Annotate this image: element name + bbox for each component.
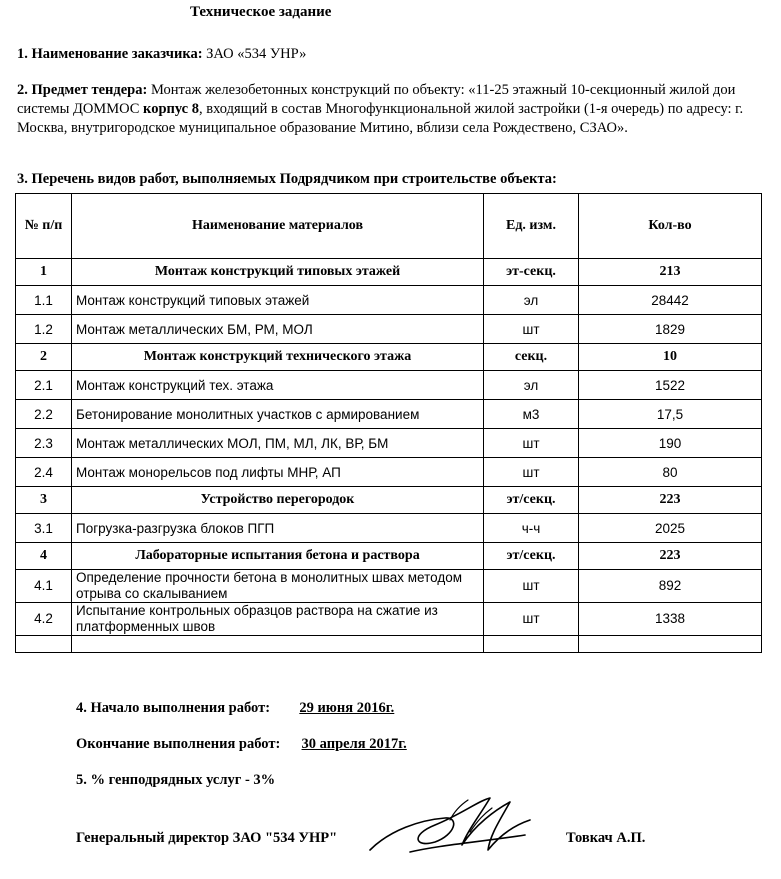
- end-label: Окончание выполнения работ:: [76, 736, 281, 752]
- table-row: [16, 487, 762, 514]
- table-row: [16, 570, 762, 603]
- row-name: Монтаж металлических МОЛ, ПМ, МЛ, ЛК, ВР, БМ: [72, 429, 484, 458]
- row-qty: 28442: [579, 286, 762, 315]
- row-num: 1: [16, 259, 72, 286]
- row-num: 2.2: [16, 400, 72, 429]
- row-num: 2.1: [16, 371, 72, 400]
- table-row: [16, 543, 762, 570]
- row-num: 4.1: [16, 570, 72, 603]
- row-qty: 892: [579, 570, 762, 603]
- table-row: [16, 514, 762, 543]
- row-unit: м3: [484, 400, 579, 429]
- signature-scribble: [350, 790, 550, 870]
- row-qty: 17,5: [579, 400, 762, 429]
- row-num: 3.1: [16, 514, 72, 543]
- table-header-row: [16, 194, 762, 259]
- table-row: [16, 429, 762, 458]
- header-name: Наименование материалов: [72, 194, 484, 259]
- row-unit: эт/секц.: [484, 543, 579, 570]
- row-unit: секц.: [484, 344, 579, 371]
- row-qty: 190: [579, 429, 762, 458]
- row-qty: 223: [579, 487, 762, 514]
- row-name: Монтаж конструкций типовых этажей: [72, 259, 484, 286]
- table-row-empty: [16, 636, 762, 653]
- row-name: Монтаж конструкций тех. этажа: [72, 371, 484, 400]
- row-num: 2.4: [16, 458, 72, 487]
- row-num: 1.2: [16, 315, 72, 344]
- row-name: Монтаж конструкций типовых этажей: [72, 286, 484, 315]
- row-unit: эт-секц.: [484, 259, 579, 286]
- start-date-line: [76, 700, 394, 717]
- row-num: 2.3: [16, 429, 72, 458]
- row-name: Устройство перегородок: [72, 487, 484, 514]
- customer-value: ЗАО «534 УНР»: [206, 46, 307, 62]
- row-name: Испытание контрольных образцов раствора на сжатие из платформенных швов: [72, 603, 484, 636]
- table-row: [16, 259, 762, 286]
- row-unit: шт: [484, 458, 579, 487]
- row-name: Бетонирование монолитных участков с армированием: [72, 400, 484, 429]
- header-qty: Кол-во: [579, 194, 762, 259]
- table-row: [16, 371, 762, 400]
- start-label: 4. Начало выполнения работ:: [76, 700, 271, 716]
- row-qty: 1829: [579, 315, 762, 344]
- header-num: № п/п: [16, 194, 72, 259]
- row-qty: 1522: [579, 371, 762, 400]
- document-title: Техническое задание: [190, 4, 332, 20]
- row-qty: 80: [579, 458, 762, 487]
- subject-bold: корпус 8: [143, 101, 199, 117]
- customer-label: 1. Наименование заказчика:: [17, 46, 203, 62]
- signatory-title: Генеральный директор ЗАО "534 УНР": [76, 830, 338, 846]
- table-row: [16, 315, 762, 344]
- row-name: Монтаж металлических БМ, РМ, МОЛ: [72, 315, 484, 344]
- table-row: [16, 400, 762, 429]
- end-date-line: [76, 736, 407, 753]
- row-num: 2: [16, 344, 72, 371]
- row-qty: 223: [579, 543, 762, 570]
- subject-text-1: Монтаж железобетонных конструкций по объекту: «11-25 этажный 10-секционный жилой дои системы ДОММОС: [17, 82, 736, 117]
- signatory-name: Товкач А.П.: [566, 830, 646, 846]
- row-qty: 10: [579, 344, 762, 371]
- customer-line: [17, 45, 761, 64]
- row-name: Погрузка-разгрузка блоков ПГП: [72, 514, 484, 543]
- table-row: [16, 286, 762, 315]
- row-qty: 213: [579, 259, 762, 286]
- row-unit: эл: [484, 286, 579, 315]
- subject-paragraph: [17, 81, 761, 138]
- row-qty: 2025: [579, 514, 762, 543]
- row-num: 1.1: [16, 286, 72, 315]
- row-unit: шт: [484, 315, 579, 344]
- row-qty: 1338: [579, 603, 762, 636]
- row-unit: эл: [484, 371, 579, 400]
- subject-text-2: , входящий в состав Многофункциональной жилой застройки (1-я очередь) по адресу: г. Москва, внутригородское муниципальное образование Митино, вблизи села Рождествено, СЗАО».: [17, 101, 744, 136]
- works-table: [15, 193, 762, 653]
- row-name: Определение прочности бетона в монолитных швах методом отрыва со скалыванием: [72, 570, 484, 603]
- row-num: 4.2: [16, 603, 72, 636]
- header-unit: Ед. изм.: [484, 194, 579, 259]
- row-unit: эт/секц.: [484, 487, 579, 514]
- row-unit: шт: [484, 570, 579, 603]
- start-date: 29 июня 2016г.: [299, 700, 395, 716]
- table-row: [16, 344, 762, 371]
- row-name: Монтаж монорельсов под лифты МНР, АП: [72, 458, 484, 487]
- row-num: 3: [16, 487, 72, 514]
- table-row: [16, 603, 762, 636]
- subject-label: 2. Предмет тендера:: [17, 82, 148, 98]
- table-row: [16, 458, 762, 487]
- row-num: 4: [16, 543, 72, 570]
- row-unit: шт: [484, 603, 579, 636]
- works-heading: 3. Перечень видов работ, выполняемых Подрядчиком при строительстве объекта:: [17, 171, 557, 187]
- row-name: Лабораторные испытания бетона и раствора: [72, 543, 484, 570]
- row-unit: шт: [484, 429, 579, 458]
- row-unit: ч-ч: [484, 514, 579, 543]
- end-date: 30 апреля 2017г.: [301, 736, 407, 752]
- row-name: Монтаж конструкций технического этажа: [72, 344, 484, 371]
- fee-line: 5. % генподрядных услуг - 3%: [76, 772, 276, 788]
